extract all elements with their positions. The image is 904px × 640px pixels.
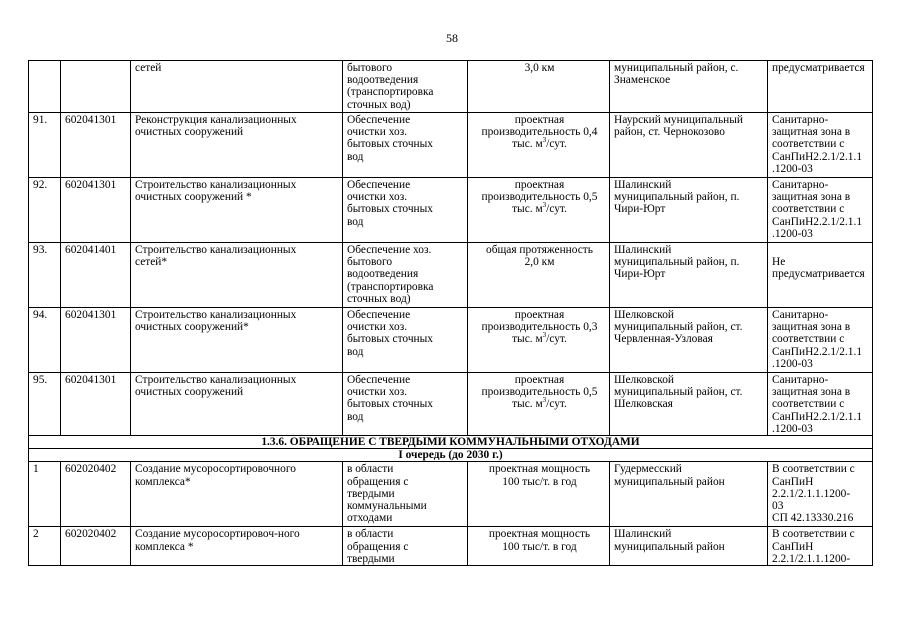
cell-object-name: Строительство канализационных очистных сооружений: [131, 373, 343, 436]
cell-number: 93.: [29, 243, 61, 308]
table-row: [29, 243, 873, 308]
cell-zone: предусматривается: [768, 61, 873, 113]
cell-code: 602041301: [61, 308, 131, 373]
cell-purpose: Обеспечение хоз. бытового водоотведения (транспортировка сточных вод): [343, 243, 468, 308]
cell-purpose: в области обращения с твердыми: [343, 527, 468, 566]
cell-number: 2: [29, 527, 61, 566]
params-text: проектная производительность 0,4 тыс. м: [481, 114, 598, 151]
cell-code: 602020402: [61, 462, 131, 527]
params-unit-exponent: 3: [542, 201, 547, 210]
cell-params: 3,0 км: [468, 61, 610, 113]
cell-object-name: сетей: [131, 61, 343, 113]
params-text: проектная производительность 0,5 тыс. м: [481, 179, 598, 216]
section-title: 1.3.6. ОБРАЩЕНИЕ С ТВЕРДЫМИ КОММУНАЛЬНЫМИ ОТХОДАМИ: [29, 436, 873, 449]
cell-code: [61, 61, 131, 113]
cell-object-name: Строительство канализационных сетей*: [131, 243, 343, 308]
cell-zone: Санитарно- защитная зона в соответствии с СанПиН2.2.1/2.1.1 .1200-03: [768, 113, 873, 178]
params-unit-suffix: /сут.: [546, 333, 567, 346]
cell-object-name: Строительство канализационных очистных сооружений *: [131, 178, 343, 243]
cell-location: Шалинский муниципальный район: [610, 527, 768, 566]
cell-purpose: Обеспечение очистки хоз. бытовых сточных вод: [343, 373, 468, 436]
cell-zone: Не предусматривается: [768, 243, 873, 308]
cell-code: 602041301: [61, 178, 131, 243]
page-number: 58: [446, 31, 458, 45]
section-heading-row: [29, 436, 873, 449]
cell-object-name: Строительство канализационных очистных сооружений*: [131, 308, 343, 373]
cell-purpose: Обеспечение очистки хоз. бытовых сточных вод: [343, 178, 468, 243]
table-row: [29, 462, 873, 527]
cell-params: проектная мощность 100 тыс/т. в год: [468, 462, 610, 527]
table-row: [29, 373, 873, 436]
cell-zone: Санитарно- защитная зона в соответствии с СанПиН2.2.1/2.1.1 .1200-03: [768, 373, 873, 436]
params-unit-exponent: 3: [542, 396, 547, 405]
params-text: проектная производительность 0,3 тыс. м: [481, 309, 598, 346]
cell-object-name: Реконструкция канализационных очистных сооружений: [131, 113, 343, 178]
table-row: [29, 113, 873, 178]
cell-location: Шалинский муниципальный район, п. Чири-Юрт: [610, 178, 768, 243]
cell-params: общая протяженность 2,0 км: [468, 243, 610, 308]
cell-params: [468, 113, 610, 178]
table-body: [29, 61, 873, 566]
subsection-title: I очередь (до 2030 г.): [29, 449, 873, 462]
params-unit-exponent: 3: [542, 136, 547, 145]
cell-params: проектная мощность 100 тыс/т. в год: [468, 527, 610, 566]
cell-number: [29, 61, 61, 113]
cell-number: 95.: [29, 373, 61, 436]
cell-code: 602041301: [61, 373, 131, 436]
cell-zone: В соответствии с СанПиН 2.2.1/2.1.1.1200-: [768, 527, 873, 566]
cell-number: 92.: [29, 178, 61, 243]
cell-number: 91.: [29, 113, 61, 178]
cell-object-name: Создание мусоросортировоч-ного комплекса *: [131, 527, 343, 566]
table-row: [29, 308, 873, 373]
cell-zone: Санитарно- защитная зона в соответствии с СанПиН2.2.1/2.1.1 .1200-03: [768, 178, 873, 243]
cell-purpose: Обеспечение очистки хоз. бытовых сточных вод: [343, 308, 468, 373]
objects-table: [28, 60, 873, 566]
cell-location: Наурский муниципальный район, ст. Чернокозово: [610, 113, 768, 178]
cell-location: Шелковской муниципальный район, ст. Шелковская: [610, 373, 768, 436]
cell-code: 602041401: [61, 243, 131, 308]
cell-location: Гудермесский муниципальный район: [610, 462, 768, 527]
params-text: проектная производительность 0,5 тыс. м: [481, 374, 598, 411]
cell-purpose: бытового водоотведения (транспортировка сточных вод): [343, 61, 468, 113]
cell-number: 1: [29, 462, 61, 527]
cell-location: муниципальный район, с. Знаменское: [610, 61, 768, 113]
params-unit-suffix: /сут.: [546, 203, 567, 216]
cell-zone: Санитарно- защитная зона в соответствии с СанПиН2.2.1/2.1.1 .1200-03: [768, 308, 873, 373]
cell-params: [468, 308, 610, 373]
cell-purpose: в области обращения с твердыми коммунальными отходами: [343, 462, 468, 527]
cell-purpose: Обеспечение очистки хоз. бытовых сточных вод: [343, 113, 468, 178]
table-row: [29, 61, 873, 113]
cell-code: 602041301: [61, 113, 131, 178]
cell-params: [468, 178, 610, 243]
cell-number: 94.: [29, 308, 61, 373]
params-unit-exponent: 3: [542, 331, 547, 340]
cell-location: Шелковской муниципальный район, ст. Червленная-Узловая: [610, 308, 768, 373]
cell-location: Шалинский муниципальный район, п. Чири-Юрт: [610, 243, 768, 308]
cell-code: 602020402: [61, 527, 131, 566]
table-row: [29, 527, 873, 566]
params-unit-suffix: /сут.: [546, 398, 567, 411]
cell-zone: В соответствии с СанПиН 2.2.1/2.1.1.1200- 03 СП 42.13330.216: [768, 462, 873, 527]
table-row: [29, 178, 873, 243]
cell-params: [468, 373, 610, 436]
params-unit-suffix: /сут.: [546, 138, 567, 151]
subsection-heading-row: [29, 449, 873, 462]
cell-object-name: Создание мусоросортировочного комплекса*: [131, 462, 343, 527]
